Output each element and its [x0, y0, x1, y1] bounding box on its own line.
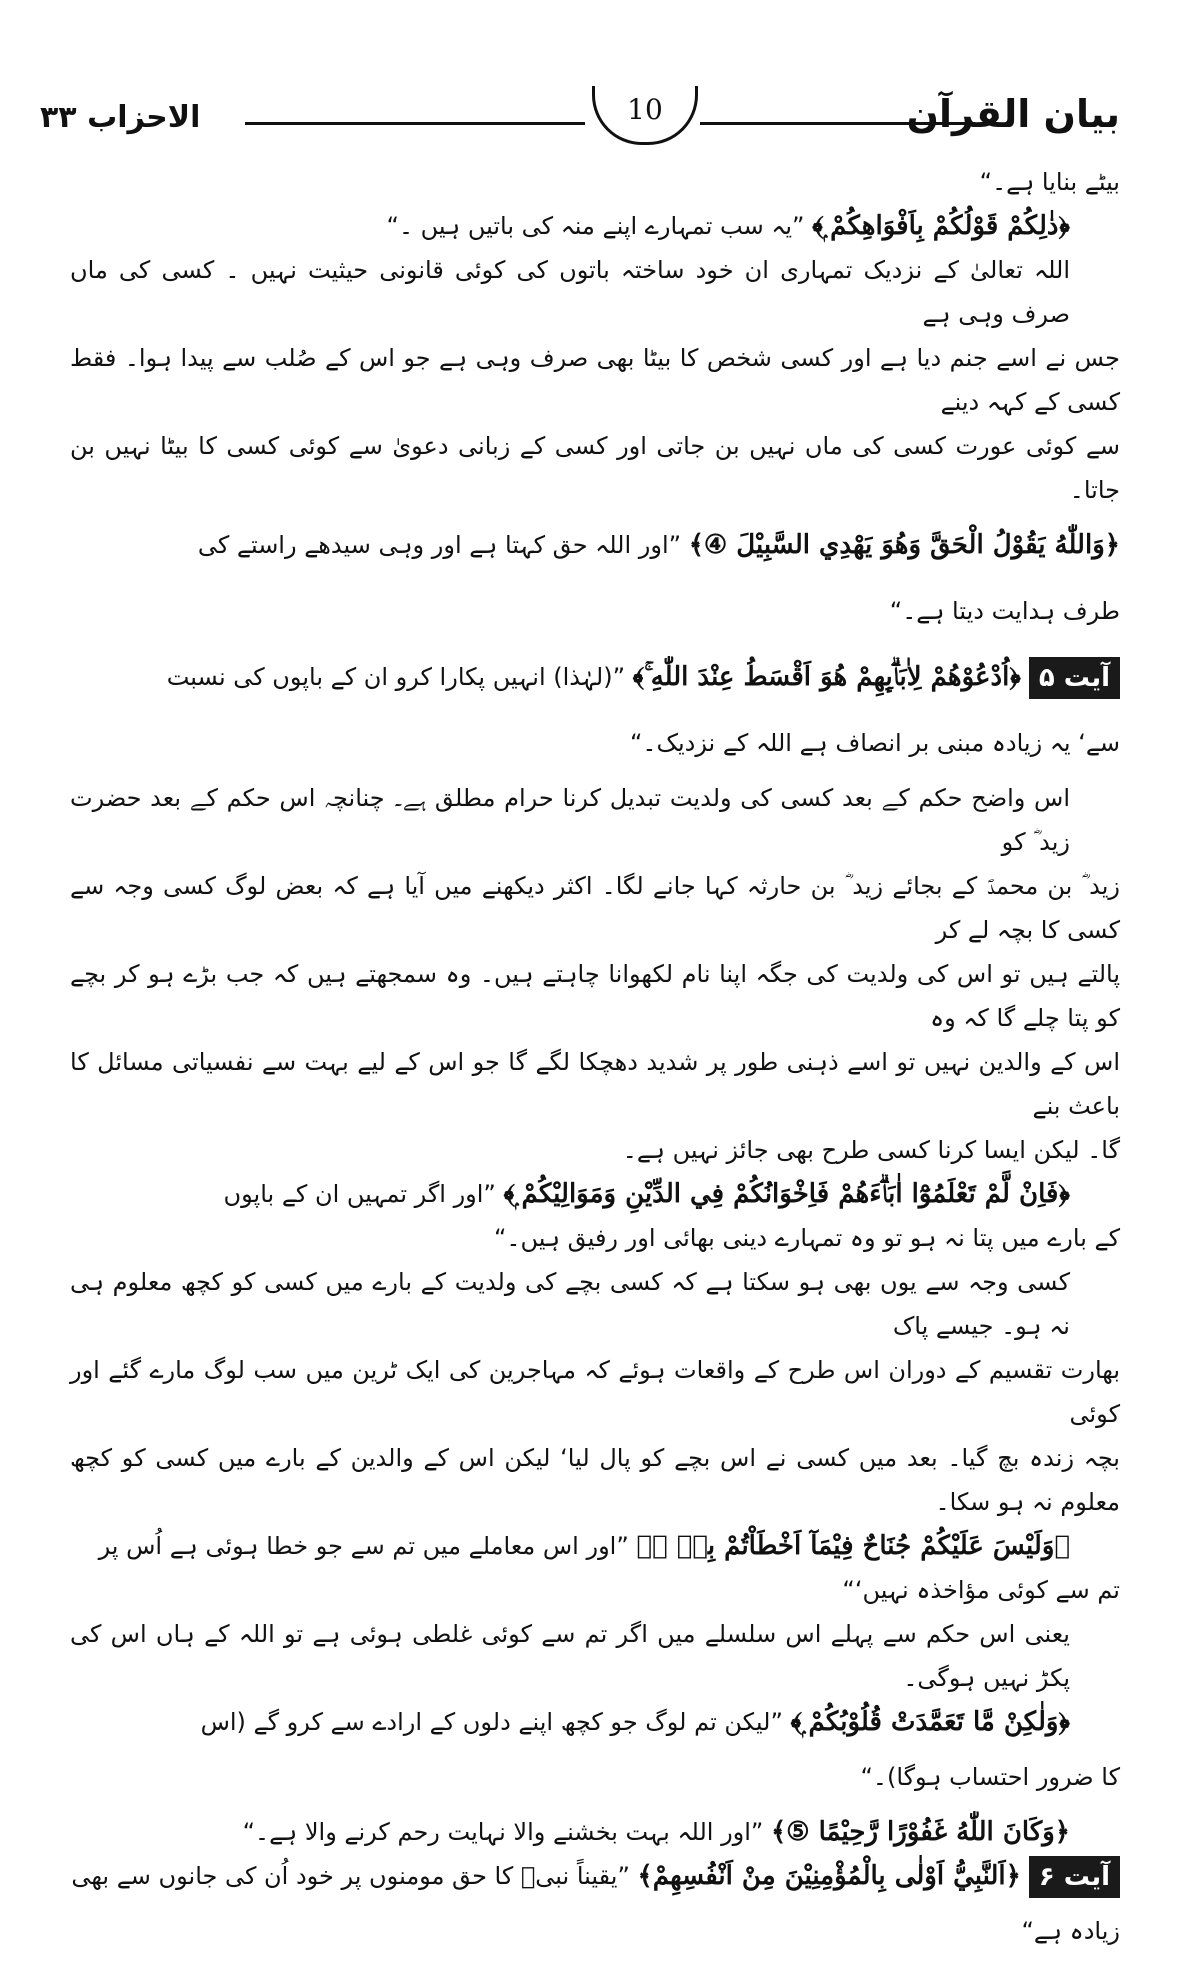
line-text: گا۔ لیکن ایسا کرنا کسی طرح بھی جائز نہیں ہے۔: [622, 1136, 1120, 1164]
line-text: ”لیکن تم لوگ جو کچھ اپنے دلوں کے ارادے سے کرو گے (اس: [200, 1708, 791, 1736]
text-line: [70, 1700, 1120, 1744]
text-line: [70, 644, 1120, 710]
text-line: [70, 248, 1120, 336]
text-line: [70, 1898, 1120, 1964]
text-line: [70, 1524, 1120, 1568]
text-line: [70, 1348, 1120, 1436]
text-line: [70, 578, 1120, 644]
line-text: زید ؓ بن محمدؐ کے بجائے زید ؓ بن حارثہ کہا جانے لگا۔ اکثر دیکھنے میں آیا ہے کہ بعض لوگ کسی وجہ سے کسی کا بچہ لے کر: [70, 872, 1120, 944]
line-text: کسی وجہ سے یوں بھی ہو سکتا ہے کہ کسی بچے کی ولدیت کے بارے میں کسی کو کچھ معلوم ہی نہ ہو۔ جیسے پاک: [70, 1268, 1070, 1340]
quran-verse: ﴿وَلٰكِنْ مَّا تَعَمَّدَتْ قُلُوْبُكُمْ ۭ﴾: [790, 1707, 1070, 1737]
header-rule-left: [245, 122, 585, 125]
text-line: [70, 1810, 1120, 1854]
text-line: [70, 1260, 1120, 1348]
line-text: اللہ تعالیٰ کے نزدیک تمہاری ان خود ساختہ باتوں کی کوئی قانونی حیثیت نہیں ۔ کسی کی ماں صرف وہی ہے: [70, 256, 1070, 328]
text-line: [70, 864, 1120, 952]
text-line: [70, 160, 1120, 204]
line-text: جس نے اسے جنم دیا ہے اور کسی شخص کا بیٹا بھی صرف وہی ہے جو اس کے صُلب سے پیدا ہوا۔ فقط کسی کے کہہ دینے: [70, 344, 1120, 416]
line-text: تم سے کوئی مؤاخذہ نہیں‘“: [842, 1576, 1120, 1604]
running-header: [40, 88, 1120, 148]
quran-verse: ﴿وَاللّٰهُ يَقُوْلُ الْحَقَّ وَهُوَ يَهْدِي السَّبِيْلَ ④﴾: [688, 530, 1120, 560]
book-title: بیان القرآن: [906, 92, 1120, 136]
line-text: ”اور اس معاملے میں تم سے جو خطا ہوئی ہے اُس پر: [98, 1532, 637, 1560]
text-line: [70, 1436, 1120, 1524]
line-text: بیٹے بنایا ہے۔“: [979, 168, 1120, 196]
page-body: [70, 160, 1120, 1964]
line-text: سے‘ یہ زیادہ مبنی بر انصاف ہے اللہ کے نزدیک۔“: [629, 729, 1120, 757]
line-text: اس کے والدین نہیں تو اسے ذہنی طور پر شدید دھچکا لگے گا جو اس کے لیے بہت سے نفسیاتی مسائل کا باعث بنے: [70, 1048, 1120, 1120]
line-text: ”اور اللہ حق کہتا ہے اور وہی سیدھے راستے کی: [197, 531, 689, 559]
text-line: [70, 710, 1120, 776]
quran-verse: ﴿اُدْعُوْهُمْ لِاٰبَاۗىِٕهِمْ هُوَ اَقْسَطُ عِنْدَ اللّٰهِ ۚ﴾: [632, 662, 1021, 692]
text-line: [70, 776, 1120, 864]
line-text: پالتے ہیں تو اس کی ولدیت کی جگہ اپنا نام لکھوانا چاہتے ہیں۔ وہ سمجھتے ہیں کہ جب بڑے ہو کر بچے کو پتا چلے گا کہ وہ: [70, 960, 1120, 1032]
page-number: 10: [592, 86, 698, 145]
line-text: کا ضرور احتساب ہوگا)۔“: [860, 1763, 1120, 1791]
text-line: [70, 204, 1120, 248]
text-line: [70, 1612, 1120, 1700]
ayah-badge: آیت ۵: [1029, 657, 1120, 699]
line-text: طرف ہدایت دیتا ہے۔“: [889, 597, 1120, 625]
text-line: [70, 1040, 1120, 1128]
line-text: ”(لہٰذا) انہیں پکارا کرو ان کے باپوں کی نسبت: [166, 663, 633, 691]
line-text: ”اور اللہ بہت بخشنے والا نہایت رحم کرنے والا ہے۔“: [242, 1818, 771, 1846]
line-text: ”اور اگر تمہیں ان کے باپوں: [223, 1180, 504, 1208]
quran-verse: ﴿ذٰلِكُمْ قَوْلُكُمْ بِاَفْوَاهِكُمْ ۭ﴾: [812, 211, 1070, 241]
line-text: ”یہ سب تمہارے اپنے منہ کی باتیں ہیں ۔“: [386, 212, 813, 240]
surah-title: الاحزاب ٣٣: [40, 100, 201, 135]
line-text: سے کوئی عورت کسی کی ماں نہیں بن جاتی اور کسی کے زبانی دعویٰ سے کوئی کسی کا بیٹا نہیں بن جاتا۔: [70, 432, 1120, 504]
text-line: [70, 512, 1120, 578]
line-text: بھارت تقسیم کے دوران اس طرح کے واقعات ہوئے کہ مہاجرین کی ایک ٹرین میں سب لوگ مارے گئے اور کوئی: [70, 1356, 1120, 1428]
text-line: [70, 952, 1120, 1040]
quran-verse: ﴿فَاِنْ لَّمْ تَعْلَمُوْٓا اٰبَاۗءَهُمْ فَاِخْوَانُكُمْ فِي الدِّيْنِ وَمَوَالِيْكُمْ ۭ﴾: [503, 1179, 1070, 1209]
quran-verse: ﴿وَكَانَ اللّٰهُ غَفُوْرًا رَّحِيْمًا ⑤﴾: [770, 1817, 1070, 1847]
line-text: یعنی اس حکم سے پہلے اس سلسلے میں اگر تم سے کوئی غلطی ہوئی ہے تو اللہ کے ہاں اس کی پکڑ نہیں ہوگی۔: [70, 1620, 1070, 1692]
ayah-badge: آیت ۶: [1029, 1856, 1120, 1898]
text-line: [70, 1128, 1120, 1172]
text-line: [70, 1854, 1120, 1898]
line-text: زیادہ ہے“: [1021, 1917, 1120, 1945]
line-text: کے بارے میں پتا نہ ہو تو وہ تمہارے دینی بھائی اور رفیق ہیں۔“: [493, 1224, 1120, 1252]
text-line: [70, 1568, 1120, 1612]
quran-verse: ﴿وَلَيْسَ عَلَيْكُمْ جُنَاحٌ فِيْمَآ اَخْطَاْتُمْ بِهٖ ۙ﴾: [636, 1531, 1070, 1561]
text-line: [70, 424, 1120, 512]
text-line: [70, 1172, 1120, 1216]
text-line: [70, 336, 1120, 424]
text-line: [70, 1744, 1120, 1810]
text-line: [70, 1216, 1120, 1260]
line-text: ”یقیناً نبیؐ کا حق مومنوں پر خود اُن کی جانوں سے بھی: [71, 1862, 638, 1890]
line-text: بچہ زندہ بچ گیا۔ بعد میں کسی نے اس بچے کو پال لیا‘ لیکن اس کے والدین کے بارے میں کسی کو کچھ معلوم نہ ہو سکا۔: [70, 1444, 1120, 1516]
quran-verse: ﴿اَلنَّبِيُّ اَوْلٰى بِالْمُؤْمِنِيْنَ مِنْ اَنْفُسِهِمْ﴾: [637, 1861, 1021, 1891]
line-text: اس واضح حکم کے بعد کسی کی ولدیت تبدیل کرنا حرام مطلق ہے۔ چنانچہ اس حکم کے بعد حضرت زید ؓ کو: [70, 784, 1070, 856]
